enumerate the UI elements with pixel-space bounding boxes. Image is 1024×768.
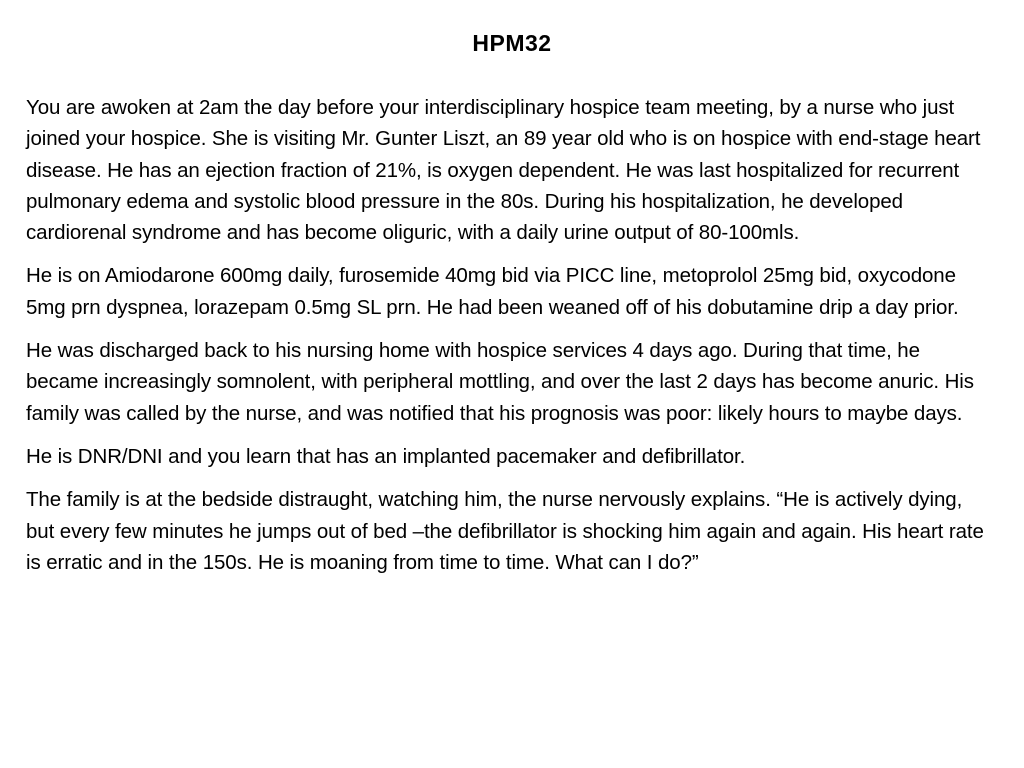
slide-body: [26, 92, 994, 590]
paragraph-code-status: He is DNR/DNI and you learn that has an implanted pacemaker and defibrillator.: [26, 444, 746, 468]
paragraph-medications: He is on Amiodarone 600mg daily, furosemide 40mg bid via PICC line, metoprolol 25mg bid, oxycodone 5mg prn dyspnea, lorazepam 0.5mg SL prn. He had been weaned off of his dobutamine drip a day prior.: [26, 264, 959, 319]
paragraph-case-history: You are awoken at 2am the day before your interdisciplinary hospice team meeting, by a nurse who just joined your hospice. She is visiting Mr. Gunter Liszt, an 89 year old who is on hospice with end-stage heart disease. He has an ejection fraction of 21%, is oxygen dependent. He was last hospitalized for recurrent pulmonary edema and systolic blood pressure in the 80s. During his hospitalization, he developed cardiorenal syndrome and has become oliguric, with a daily urine output of 80-100mls.: [26, 96, 981, 245]
slide-title: HPM32: [472, 30, 552, 56]
paragraph-discharge-course: He was discharged back to his nursing home with hospice services 4 days ago. During that time, he became increasingly somnolent, with peripheral mottling, and over the last 2 days has become anuric. His family was called by the nurse, and was notified that his prognosis was poor: likely hours to maybe days.: [26, 339, 974, 425]
paragraph-nurse-question: The family is at the bedside distraught, watching him, the nurse nervously explains. “He is actively dying, but every few minutes he jumps out of bed –the defibrillator is shocking him again and again. His heart rate is erratic and in the 150s. He is moaning from time to time. What can I do?”: [26, 488, 984, 574]
